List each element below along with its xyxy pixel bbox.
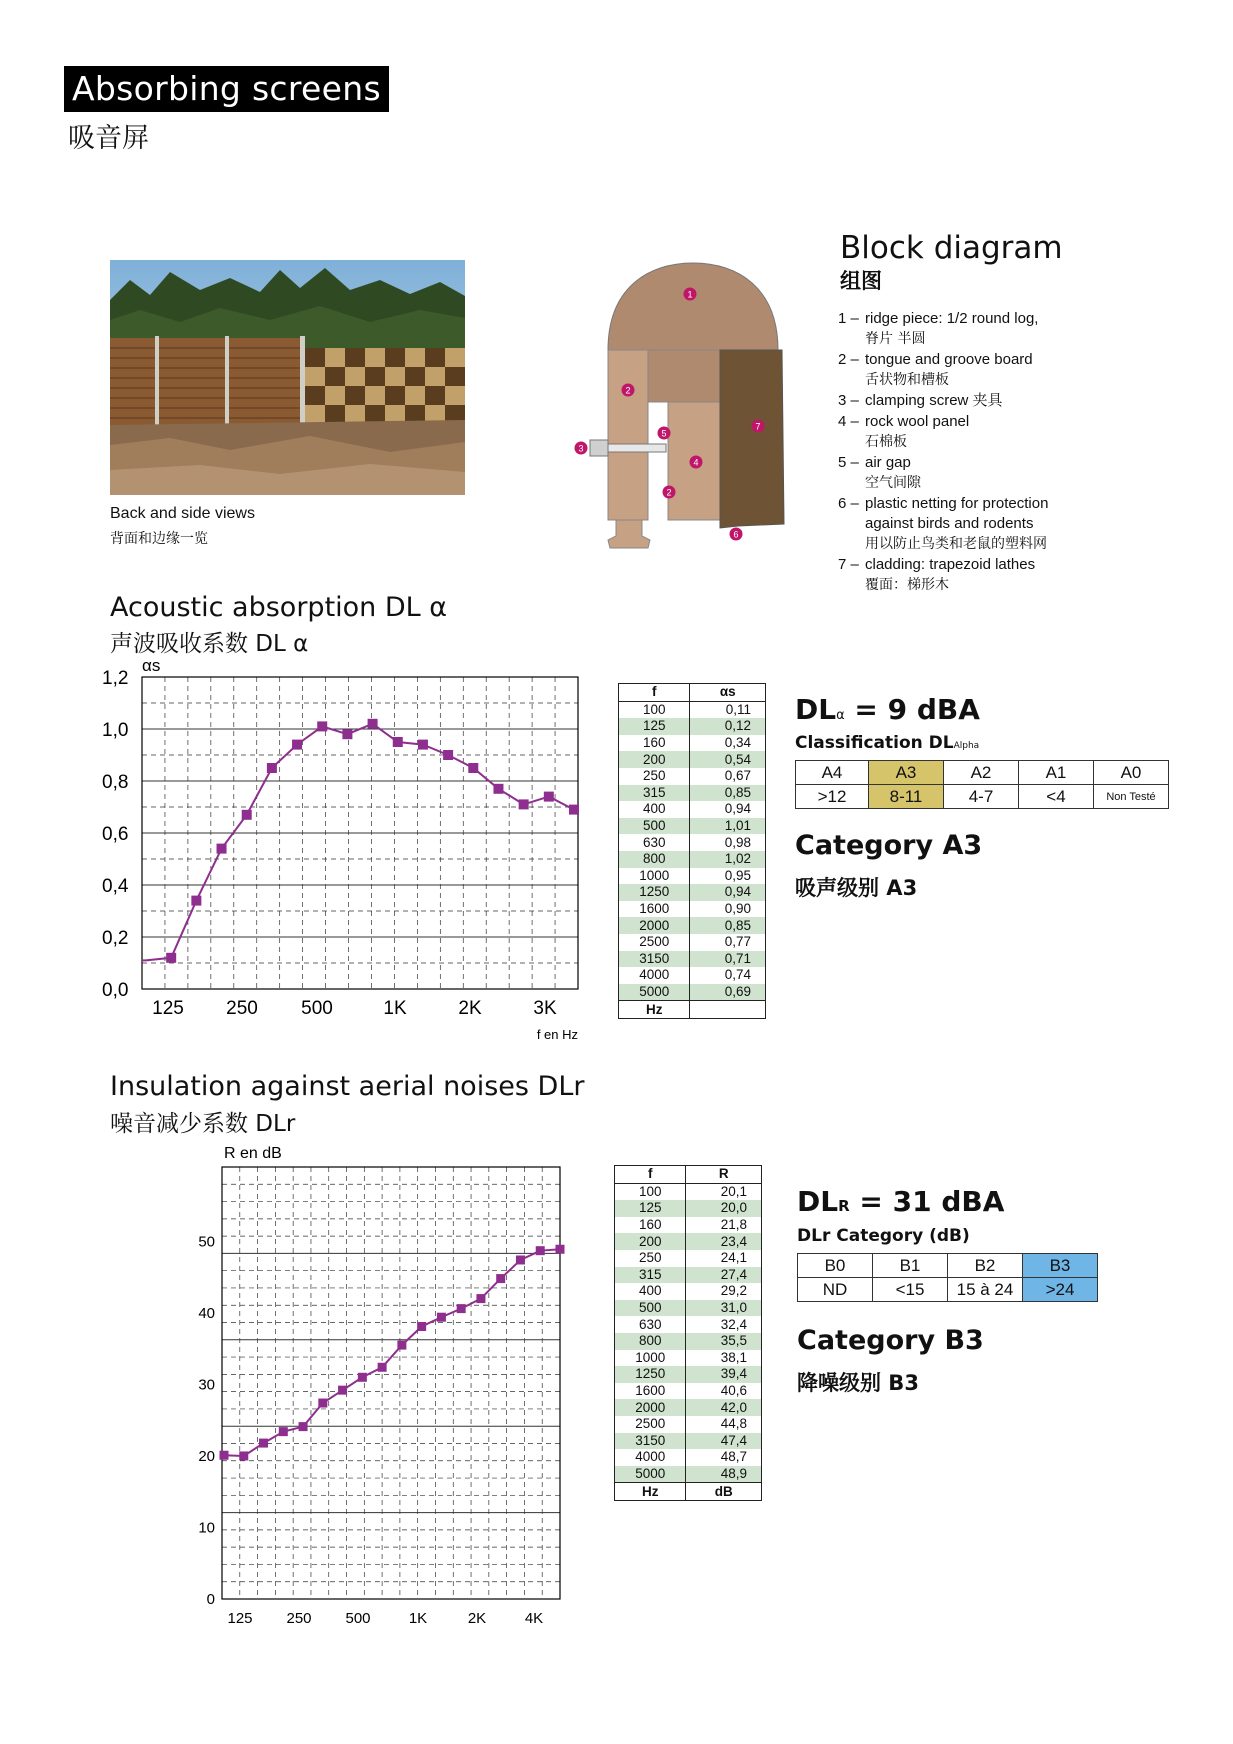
absorption-class-table <box>795 760 1169 809</box>
table-row <box>619 735 766 752</box>
diagram-marker-6 <box>730 528 743 541</box>
table-cell-value: 0,95 <box>690 868 766 885</box>
table-cell-f: 3150 <box>615 1433 686 1450</box>
table-row <box>619 951 766 968</box>
diagram-marker-5 <box>658 427 671 440</box>
data-point <box>242 810 252 820</box>
y-tick-labels <box>102 668 129 1001</box>
range-B3: >24 <box>1023 1278 1098 1302</box>
table-row <box>615 1449 762 1466</box>
table-cell-value: 0,90 <box>690 901 766 918</box>
class-B1: B1 <box>873 1254 948 1278</box>
diagram-marker-3 <box>575 442 588 455</box>
y-tick-label: 0 <box>206 1591 215 1608</box>
absorption-title-cn: 声波吸收系数 DL α <box>110 631 309 657</box>
range-A4: >12 <box>796 785 869 809</box>
x-tick-label: 2K <box>458 998 482 1019</box>
table-row <box>619 768 766 785</box>
table-cell-value: 48,7 <box>686 1449 762 1466</box>
table-row <box>615 1350 762 1367</box>
table-cell-value: 0,69 <box>690 984 766 1001</box>
table-row <box>615 1333 762 1350</box>
table-cell-value: 0,67 <box>690 768 766 785</box>
table-cell-value: 0,98 <box>690 834 766 851</box>
data-point <box>299 1422 308 1431</box>
y-tick-labels <box>198 1233 215 1608</box>
table-row <box>615 1366 762 1383</box>
data-point <box>393 737 403 747</box>
class-A2: A2 <box>944 761 1019 785</box>
svg-text:1: 1 <box>687 289 693 300</box>
table-foot-f: Hz <box>615 1483 686 1501</box>
x-tick-label: 4K <box>524 1610 544 1627</box>
insulation-category: Category B3 <box>797 1325 984 1356</box>
page-title-cn: 吸音屏 <box>68 123 149 154</box>
table-cell-f: 250 <box>615 1250 686 1267</box>
svg-text:6: 6 <box>733 529 739 540</box>
svg-text:5: 5 <box>661 428 667 439</box>
table-row <box>619 934 766 951</box>
table-head-value: R <box>686 1166 762 1184</box>
table-cell-value: 42,0 <box>686 1399 762 1416</box>
table-row <box>619 801 766 818</box>
table-cell-f: 125 <box>619 718 690 735</box>
table-cell-value: 0,94 <box>690 801 766 818</box>
table-cell-value: 40,6 <box>686 1383 762 1400</box>
insulation-chart <box>190 1140 570 1630</box>
table-cell-f: 500 <box>615 1300 686 1317</box>
table-row <box>619 834 766 851</box>
table-cell-value: 48,9 <box>686 1466 762 1483</box>
table-cell-f: 160 <box>619 735 690 752</box>
table-cell-f: 3150 <box>619 951 690 968</box>
diagram-marker-7 <box>752 420 765 433</box>
data-point <box>493 784 503 794</box>
block-diagram-title: Block diagram <box>840 230 1063 266</box>
data-point <box>457 1304 466 1313</box>
svg-text:3: 3 <box>578 443 584 454</box>
data-point <box>516 1255 525 1264</box>
y-axis-label: αs <box>142 656 161 675</box>
table-cell-value: 20,1 <box>686 1183 762 1200</box>
absorption-chart <box>100 650 600 1055</box>
insulation-title: Insulation against aerial noises DLr <box>110 1071 585 1102</box>
table-row <box>615 1217 762 1234</box>
data-point <box>279 1427 288 1436</box>
table-cell-value: 27,4 <box>686 1267 762 1284</box>
data-point <box>418 740 428 750</box>
table-cell-value: 0,71 <box>690 951 766 968</box>
page-title: Absorbing screens <box>64 66 389 112</box>
table-cell-f: 100 <box>619 701 690 718</box>
table-row <box>619 751 766 768</box>
data-point <box>166 953 176 963</box>
x-tick-labels <box>152 998 557 1019</box>
svg-text:2: 2 <box>666 487 672 498</box>
table-row <box>615 1416 762 1433</box>
table-cell-f: 4000 <box>619 967 690 984</box>
data-point <box>217 844 227 854</box>
table-foot-f: Hz <box>619 1001 690 1019</box>
absorption-result: DLα = 9 dBA <box>795 693 980 726</box>
table-row <box>615 1267 762 1284</box>
table-cell-value: 0,54 <box>690 751 766 768</box>
x-tick-label: 500 <box>345 1610 371 1627</box>
y-tick-label: 40 <box>198 1304 215 1322</box>
table-cell-f: 315 <box>619 785 690 802</box>
data-point <box>368 719 378 729</box>
range-A2: 4-7 <box>944 785 1019 809</box>
table-cell-value: 0,74 <box>690 967 766 984</box>
table-cell-f: 200 <box>619 751 690 768</box>
table-cell-f: 400 <box>615 1283 686 1300</box>
table-cell-value: 1,02 <box>690 851 766 868</box>
x-tick-label: 250 <box>286 1610 312 1627</box>
table-row <box>619 984 766 1001</box>
absorption-series <box>142 719 579 963</box>
class-B3: B3 <box>1023 1254 1098 1278</box>
absorption-classification-label: Classification DLAlpha <box>795 733 980 753</box>
table-cell-f: 2500 <box>619 934 690 951</box>
table-row <box>619 701 766 718</box>
table-foot-value: dB <box>686 1483 762 1501</box>
table-cell-f: 200 <box>615 1233 686 1250</box>
table-cell-f: 1250 <box>615 1366 686 1383</box>
x-tick-label: 500 <box>301 998 333 1019</box>
data-point <box>476 1294 485 1303</box>
table-cell-f: 125 <box>615 1200 686 1217</box>
data-point <box>556 1245 565 1254</box>
data-point <box>437 1313 446 1322</box>
table-cell-value: 29,2 <box>686 1283 762 1300</box>
table-cell-f: 1000 <box>619 868 690 885</box>
table-row <box>615 1466 762 1483</box>
table-cell-value: 1,01 <box>690 818 766 835</box>
table-row <box>615 1283 762 1300</box>
table-cell-value: 31,0 <box>686 1300 762 1317</box>
table-cell-value: 44,8 <box>686 1416 762 1433</box>
photo-caption: Back and side views <box>110 505 255 522</box>
legend-item: 4 – rock wool panel 石棉板 <box>838 413 970 450</box>
insulation-table <box>614 1165 762 1501</box>
table-row <box>615 1200 762 1217</box>
diagram-marker-2b <box>663 486 676 499</box>
y-tick-label: 50 <box>198 1233 215 1251</box>
table-row <box>619 967 766 984</box>
x-axis-unit: f en Hz <box>536 1027 578 1042</box>
data-point <box>544 792 554 802</box>
range-B0: ND <box>798 1278 873 1302</box>
table-cell-f: 1250 <box>619 884 690 901</box>
insulation-result: DLR = 31 dBA <box>797 1185 1005 1218</box>
table-cell-f: 1600 <box>619 901 690 918</box>
block-diagram-legend <box>838 308 1168 595</box>
table-head-f: f <box>619 684 690 702</box>
legend-item: 7 – cladding: trapezoid lathes 覆面：梯形木 <box>838 556 1036 593</box>
svg-text:2: 2 <box>625 385 631 396</box>
photo-caption-cn: 背面和边缘一览 <box>110 531 208 547</box>
table-row <box>619 818 766 835</box>
table-row <box>619 718 766 735</box>
table-cell-value: 35,5 <box>686 1333 762 1350</box>
insulation-category-cn: 降噪级别 B3 <box>797 1371 919 1395</box>
insulation-series <box>220 1245 565 1461</box>
table-cell-value: 47,4 <box>686 1433 762 1450</box>
y-tick-label: 0,8 <box>102 772 129 793</box>
table-cell-value: 39,4 <box>686 1366 762 1383</box>
absorption-table <box>618 683 766 1019</box>
insulation-title-cn: 噪音减少系数 DLr <box>110 1111 296 1137</box>
range-A3: 8-11 <box>869 785 944 809</box>
table-cell-value: 32,4 <box>686 1316 762 1333</box>
data-point <box>342 729 352 739</box>
x-tick-labels <box>227 1610 543 1627</box>
absorption-title: Acoustic absorption DL α <box>110 592 448 623</box>
y-tick-label: 20 <box>198 1447 215 1465</box>
table-row <box>619 884 766 901</box>
table-row <box>615 1383 762 1400</box>
data-point <box>239 1451 248 1460</box>
table-cell-value: 23,4 <box>686 1233 762 1250</box>
data-point <box>378 1363 387 1372</box>
table-cell-f: 630 <box>615 1316 686 1333</box>
table-cell-value: 0,85 <box>690 785 766 802</box>
table-cell-f: 630 <box>619 834 690 851</box>
y-tick-label: 0,2 <box>102 928 129 949</box>
chart-grid <box>222 1167 560 1599</box>
data-point <box>536 1246 545 1255</box>
table-head-f: f <box>615 1166 686 1184</box>
legend-item: 2 – tongue and groove board 舌状物和槽板 <box>838 351 1033 388</box>
class-B0: B0 <box>798 1254 873 1278</box>
data-point <box>468 763 478 773</box>
data-point <box>443 750 453 760</box>
y-tick-label: 30 <box>198 1376 215 1394</box>
data-point <box>318 1399 327 1408</box>
range-A0: Non Testé <box>1094 785 1169 809</box>
table-cell-f: 500 <box>619 818 690 835</box>
diagram-marker-4 <box>690 456 703 469</box>
table-cell-value: 24,1 <box>686 1250 762 1267</box>
table-cell-f: 400 <box>619 801 690 818</box>
table-cell-f: 5000 <box>615 1466 686 1483</box>
table-cell-value: 20,0 <box>686 1200 762 1217</box>
absorption-category: Category A3 <box>795 830 983 861</box>
chart-frame <box>222 1167 560 1599</box>
x-tick-label: 125 <box>227 1610 253 1627</box>
x-tick-label: 125 <box>152 998 184 1019</box>
x-tick-label: 2K <box>467 1610 487 1627</box>
table-cell-value: 0,11 <box>690 701 766 718</box>
data-point <box>519 799 529 809</box>
data-point <box>317 721 327 731</box>
insulation-classification-label: DLr Category (dB) <box>797 1226 970 1246</box>
table-cell-value: 0,77 <box>690 934 766 951</box>
table-cell-value: 38,1 <box>686 1350 762 1367</box>
legend-item: 6 – plastic netting for protection against birds and rodents 用以防止鸟类和老鼠的塑料网 <box>838 495 1049 552</box>
table-row <box>615 1250 762 1267</box>
table-row <box>619 901 766 918</box>
data-point <box>191 896 201 906</box>
insulation-class-table <box>797 1253 1098 1302</box>
data-point <box>220 1451 229 1460</box>
table-head-value: αs <box>690 684 766 702</box>
table-row <box>619 851 766 868</box>
table-cell-value: 21,8 <box>686 1217 762 1234</box>
table-cell-value: 0,85 <box>690 917 766 934</box>
table-row <box>615 1233 762 1250</box>
x-tick-label: 1K <box>383 998 407 1019</box>
table-cell-value: 0,94 <box>690 884 766 901</box>
data-point <box>259 1439 268 1448</box>
x-tick-label: 1K <box>408 1610 428 1627</box>
table-cell-value: 0,34 <box>690 735 766 752</box>
y-tick-label: 0,0 <box>102 980 129 1001</box>
data-point <box>397 1341 406 1350</box>
legend-item: 5 – air gap 空气间隙 <box>838 454 921 491</box>
data-point <box>417 1322 426 1331</box>
table-cell-f: 800 <box>619 851 690 868</box>
x-tick-label: 250 <box>226 998 258 1019</box>
legend-item: 1 – ridge piece: 1/2 round log, 脊片 半圆 <box>838 310 1039 347</box>
table-row <box>619 868 766 885</box>
table-cell-f: 2000 <box>619 917 690 934</box>
table-row <box>615 1183 762 1200</box>
range-B2: 15 à 24 <box>948 1278 1023 1302</box>
table-cell-f: 4000 <box>615 1449 686 1466</box>
table-cell-f: 5000 <box>619 984 690 1001</box>
absorption-category-cn: 吸声级别 A3 <box>795 876 918 900</box>
svg-text:4: 4 <box>693 457 699 468</box>
table-cell-f: 2500 <box>615 1416 686 1433</box>
range-A1: <4 <box>1019 785 1094 809</box>
data-point <box>267 763 277 773</box>
table-cell-f: 1600 <box>615 1383 686 1400</box>
table-cell-f: 160 <box>615 1217 686 1234</box>
data-point <box>358 1373 367 1382</box>
table-row <box>619 785 766 802</box>
svg-text:7: 7 <box>755 421 761 432</box>
data-point <box>569 805 579 815</box>
class-A3: A3 <box>869 761 944 785</box>
table-foot-value <box>690 1001 766 1019</box>
chart-grid <box>142 677 578 989</box>
diagram-marker-2a <box>622 384 635 397</box>
table-row <box>615 1433 762 1450</box>
table-row <box>615 1316 762 1333</box>
y-tick-label: 0,4 <box>102 876 129 897</box>
table-cell-value: 0,12 <box>690 718 766 735</box>
table-cell-f: 250 <box>619 768 690 785</box>
table-row <box>615 1300 762 1317</box>
screen-photo <box>110 260 465 495</box>
table-row <box>615 1399 762 1416</box>
y-axis-label: R en dB <box>224 1145 282 1162</box>
y-tick-label: 0,6 <box>102 824 129 845</box>
class-A0: A0 <box>1094 761 1169 785</box>
y-tick-label: 10 <box>198 1519 215 1537</box>
class-A1: A1 <box>1019 761 1094 785</box>
series-line <box>224 1249 560 1456</box>
class-B2: B2 <box>948 1254 1023 1278</box>
data-point <box>338 1386 347 1395</box>
y-tick-label: 1,0 <box>102 720 129 741</box>
data-point <box>292 740 302 750</box>
table-row <box>619 917 766 934</box>
table-cell-f: 800 <box>615 1333 686 1350</box>
y-tick-label: 1,2 <box>102 668 129 689</box>
range-B1: <15 <box>873 1278 948 1302</box>
data-point <box>496 1274 505 1283</box>
table-cell-f: 315 <box>615 1267 686 1284</box>
legend-item: 3 – clamping screw 夹具 <box>838 392 1003 409</box>
table-cell-f: 1000 <box>615 1350 686 1367</box>
class-A4: A4 <box>796 761 869 785</box>
diagram-marker-1 <box>684 288 697 301</box>
table-cell-f: 2000 <box>615 1399 686 1416</box>
table-cell-f: 100 <box>615 1183 686 1200</box>
block-diagram-drawing <box>560 248 795 553</box>
x-tick-label: 3K <box>533 998 557 1019</box>
block-diagram-title-cn: 组图 <box>840 269 882 293</box>
